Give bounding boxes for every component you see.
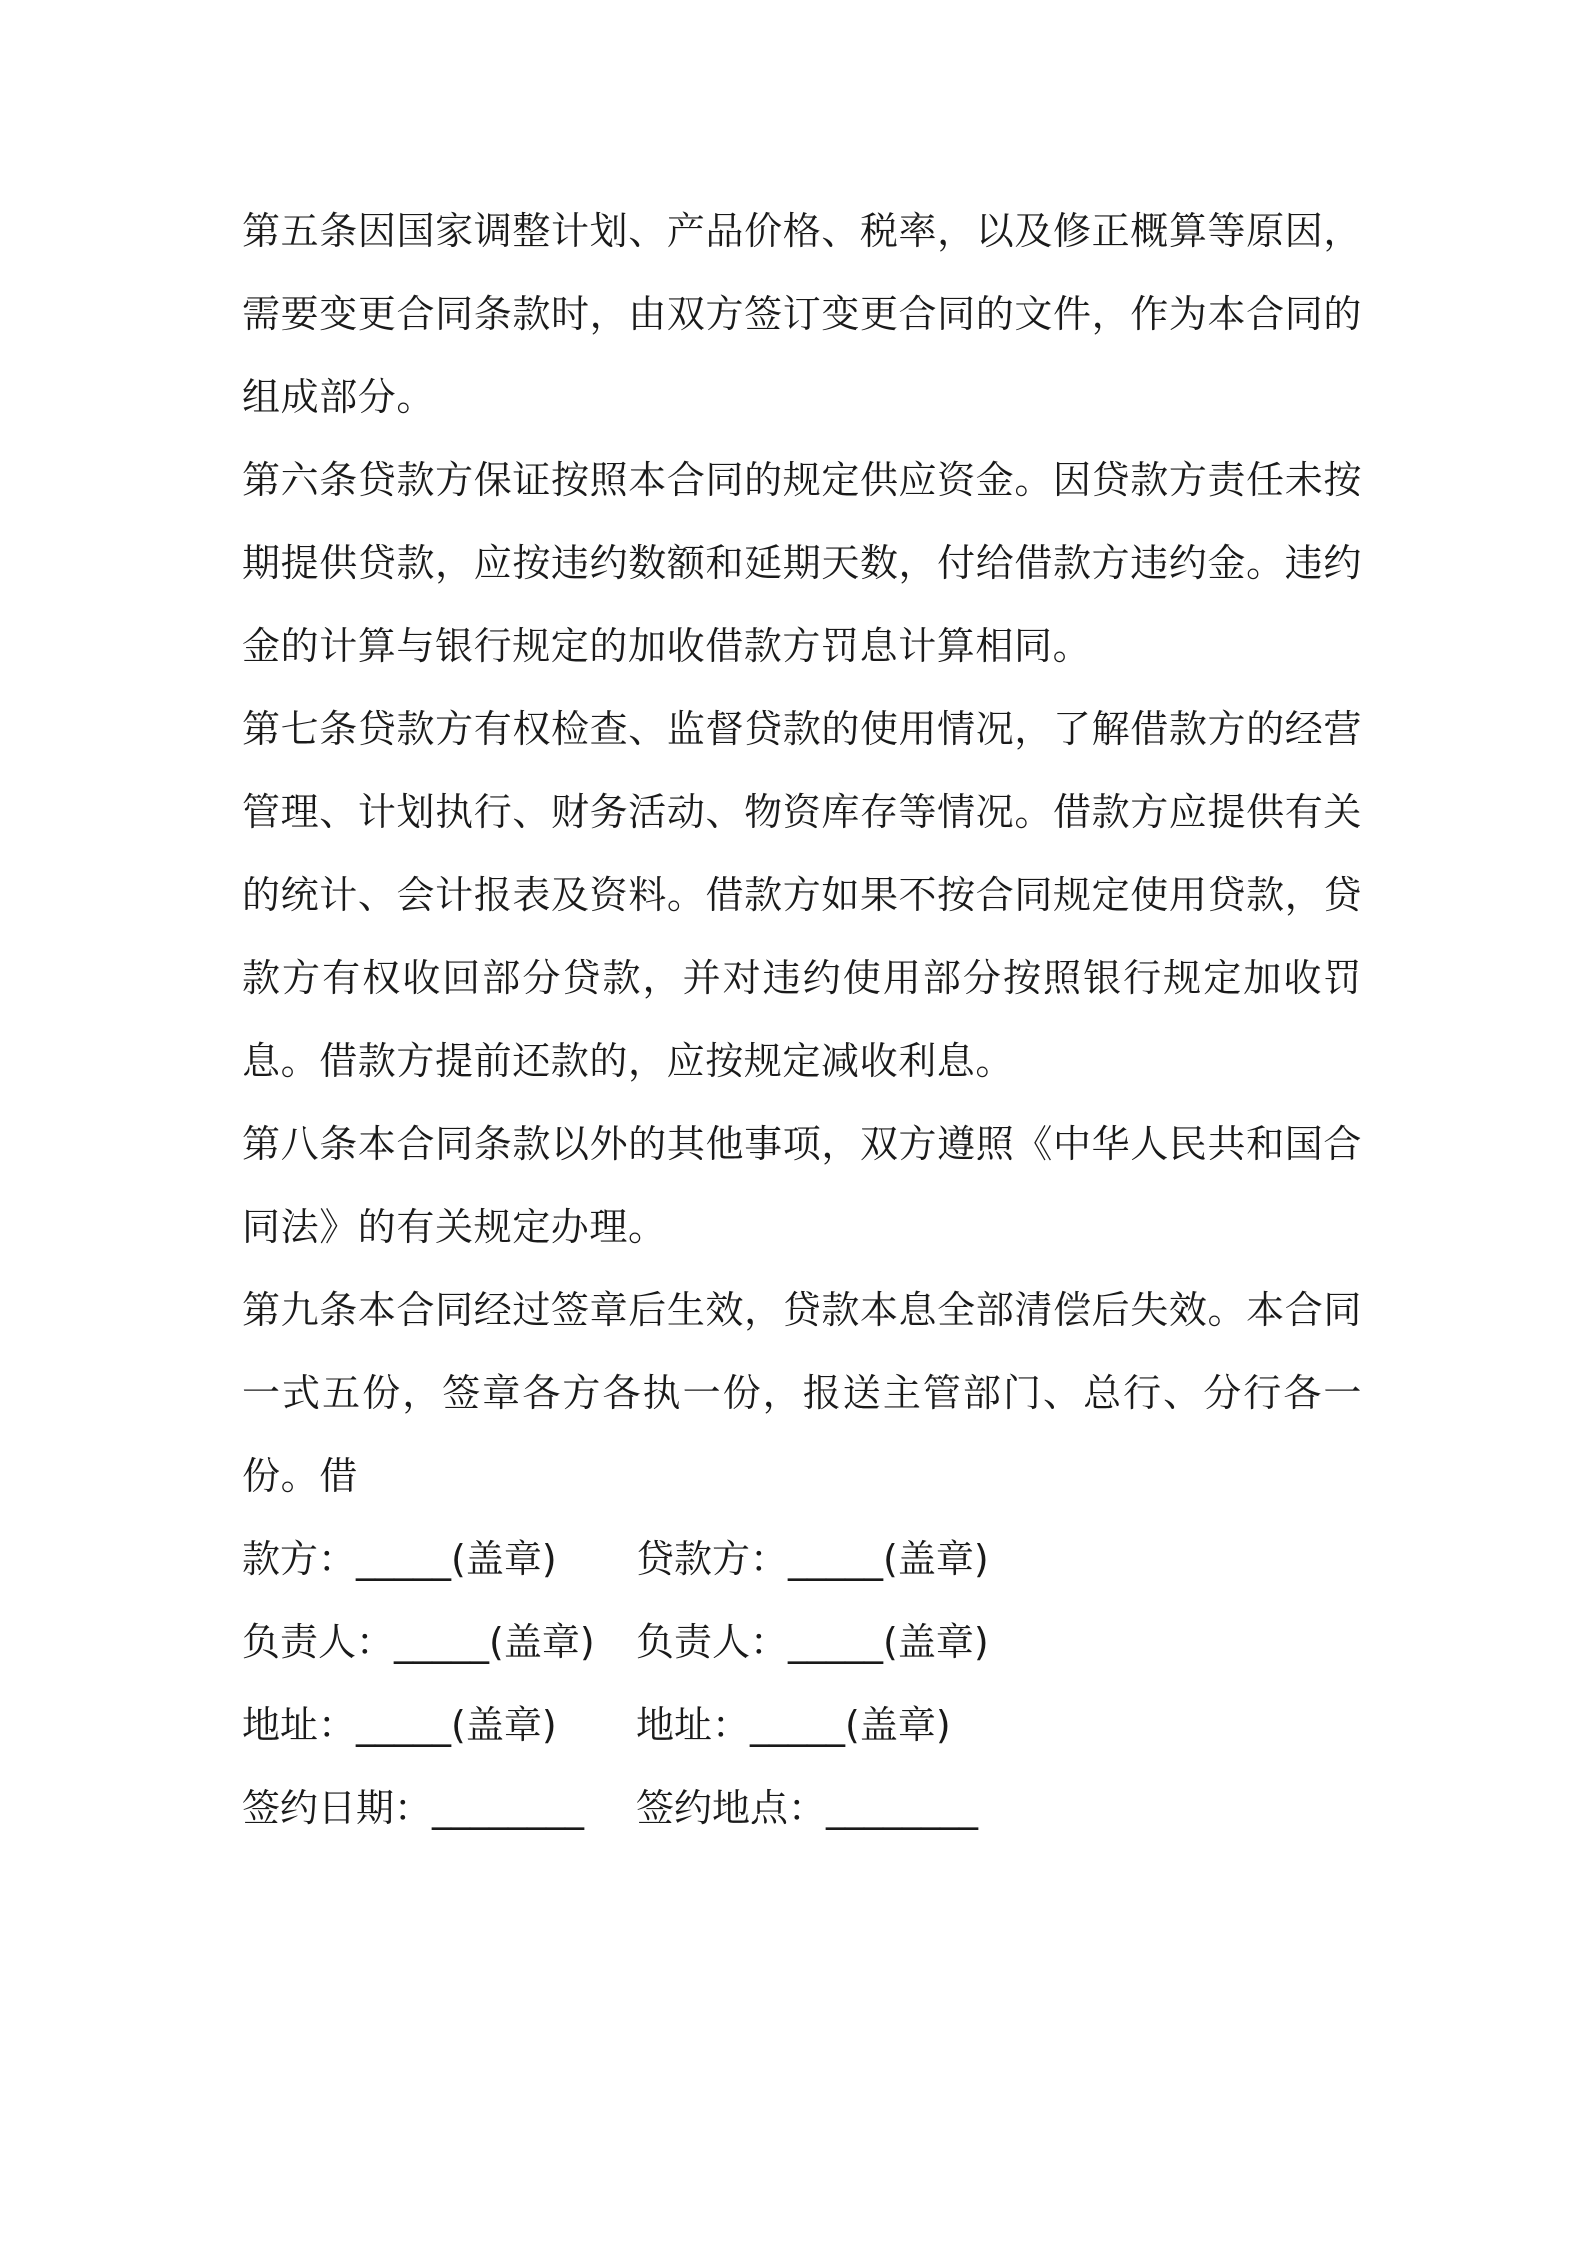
signature-row-date-place [242, 1767, 1362, 1850]
article-9: 第九条本合同经过签章后生效，贷款本息全部清偿后失效。本合同一式五份，签章各方各执一份，报送主管部门、总行、分行各一份。借 [242, 1288, 1362, 1498]
contract-body [242, 190, 1362, 1850]
signature-row-parties [242, 1518, 1362, 1601]
borrower-address-field: 地址：_____(盖章) [242, 1703, 557, 1747]
article-6: 第六条贷款方保证按照本合同的规定供应资金。因贷款方责任未按期提供贷款，应按违约数额和延期天数，付给借款方违约金。违约金的计算与银行规定的加收借款方罚息计算相同。 [242, 458, 1362, 668]
lender-seal-field: 贷款方：_____(盖章) [636, 1537, 989, 1581]
signing-date-field: 签约日期：________ [242, 1786, 585, 1830]
article-5: 第五条因国家调整计划、产品价格、税率，以及修正概算等原因，需要变更合同条款时，由双方签订变更合同的文件，作为本合同的组成部分。 [242, 209, 1362, 419]
article-7: 第七条贷款方有权检查、监督贷款的使用情况，了解借款方的经营管理、计划执行、财务活动、物资库存等情况。借款方应提供有关的统计、会计报表及资料。借款方如果不按合同规定使用贷款，贷款方有权收回部分贷款，并对违约使用部分按照银行规定加收罚息。借款方提前还款的，应按规定减收利息。 [242, 707, 1362, 1083]
signature-row-addresses [242, 1684, 1362, 1767]
borrower-representative-field: 负责人：_____(盖章) [242, 1620, 595, 1664]
borrower-seal-field: 款方：_____(盖章) [242, 1537, 557, 1581]
article-8: 第八条本合同条款以外的其他事项，双方遵照《中华人民共和国合同法》的有关规定办理。 [242, 1122, 1362, 1249]
signing-place-field: 签约地点：________ [636, 1786, 979, 1830]
lender-address-field: 地址：_____(盖章) [636, 1703, 951, 1747]
lender-representative-field: 负责人：_____(盖章) [636, 1620, 989, 1664]
signature-row-representatives [242, 1601, 1362, 1684]
